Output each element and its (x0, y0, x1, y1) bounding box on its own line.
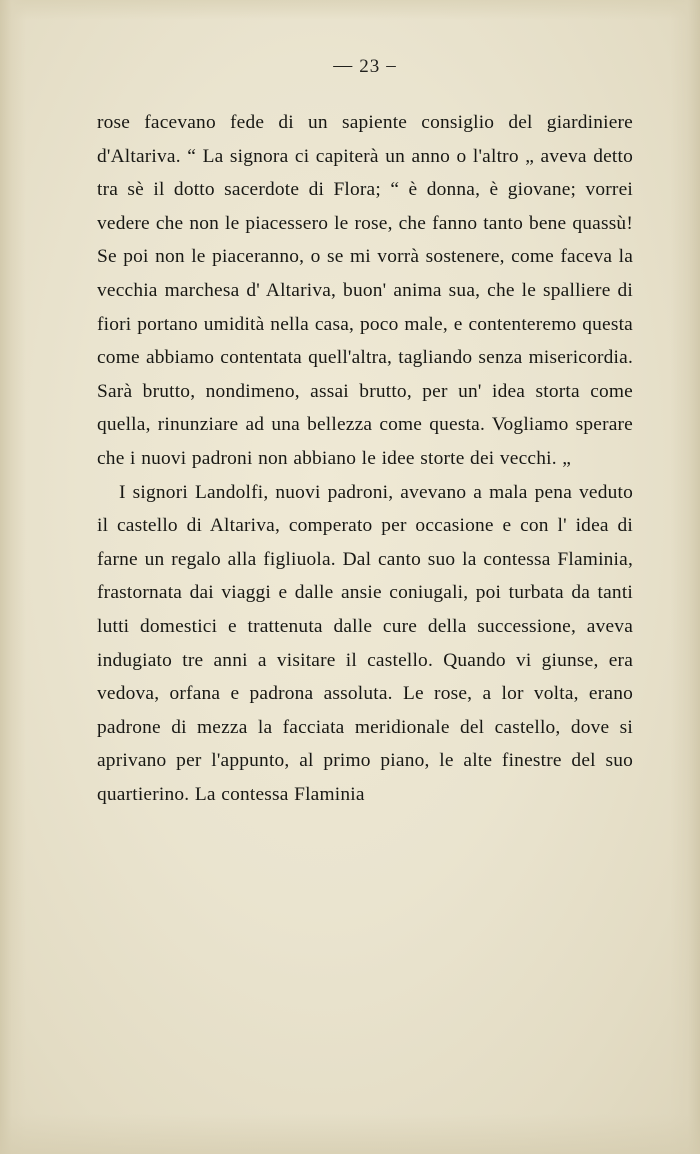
page-text-block (97, 56, 633, 811)
page-edge-top-shadow (0, 0, 700, 20)
paragraph-1: rose facevano fede di un sapiente consiglio del giardiniere d'Altariva. “ La signora ci capiterà un anno o l'altro „ aveva detto tra sè il dotto sacerdote di Flora; “ è donna, è giovane; vorrei vedere che non le piacessero le rose, che fanno tanto bene quassù! Se poi non le piaceranno, o se mi vorrà sostenere, come faceva la vecchia marchesa d' Altariva, buon' anima sua, che le spalliere di fiori portano umidità nella casa, poco male, e contenteremo questa come abbiamo contentata quell'altra, tagliando senza misericordia. Sarà brutto, nondimeno, assai brutto, per un' idea storta come quella, rinunziare ad una bellezza come questa. Vogliamo sperare che i nuovi padroni non abbiano le idee storte dei vecchi. „ (97, 112, 633, 469)
page-edge-right-shadow (670, 0, 700, 1154)
folio-right-dash: – (386, 55, 397, 76)
paragraph-2: I signori Landolfi, nuovi padroni, avevano a mala pena veduto il castello di Altariva, comperato per occasione e con l' idea di farne un regalo alla figliuola. Dal canto suo la contessa Flaminia, frastornata dai viaggi e dalle ansie coniugali, poi turbata da tanti lutti domestici e trattenuta dalle cure della successione, aveva indugiato tre anni a visitare il castello. Quando vi giunse, era vedova, orfana e padrona assoluta. Le rose, a lor volta, erano padrone di mezza la facciata meridionale del castello, dove si aprivano per l'appunto, al primo piano, le alte finestre del suo quartierino. La contessa Flaminia (97, 481, 633, 805)
page-edge-left-shadow (0, 0, 26, 1154)
page-folio (97, 56, 633, 78)
folio-left-dash: — (333, 55, 354, 76)
page-edge-bottom-shadow (0, 1114, 700, 1154)
folio-number: 23 (359, 56, 381, 77)
